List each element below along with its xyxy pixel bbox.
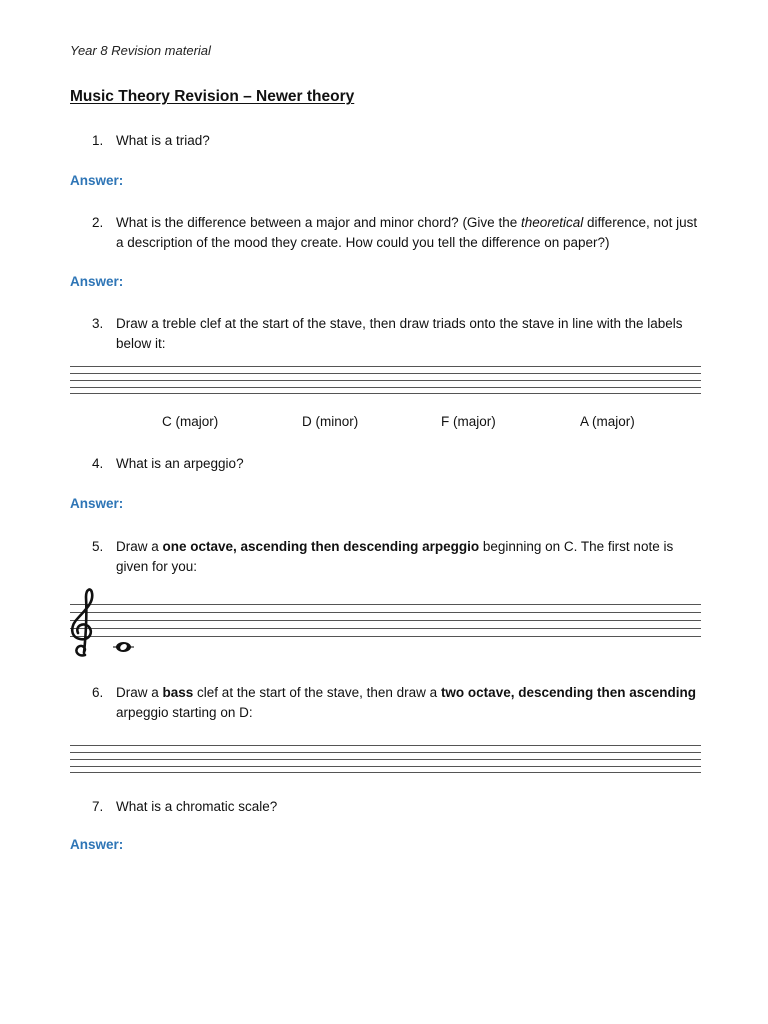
chord-label-d-minor: D (minor) (302, 414, 359, 429)
stave-line (70, 393, 701, 394)
question-2 (92, 213, 702, 252)
question-text: What is a triad? (116, 133, 210, 148)
answer-label-7: Answer: (70, 837, 124, 852)
question-text-part: difference, not just a description of the mood they create. How could you tell the difference on paper?) (116, 215, 698, 250)
chord-label-a-major: A (major) (580, 414, 635, 429)
stave-line (70, 620, 701, 621)
question-number: 2. (92, 215, 104, 230)
stave-arpeggio-d[interactable] (70, 745, 701, 773)
question-text-part: clef at the start of the stave, then draw a (193, 685, 441, 700)
question-text (116, 537, 702, 576)
question-text-bold: two octave, descending then ascending (440, 685, 696, 700)
stave-line (70, 636, 701, 637)
question-text (116, 213, 702, 252)
page-title: Music Theory Revision – Newer theory (70, 88, 355, 105)
stave-line (70, 604, 701, 605)
stave-line (70, 380, 701, 381)
stave-line (70, 766, 701, 767)
question-6 (92, 683, 702, 722)
stave-triads[interactable] (70, 366, 701, 394)
stave-line (70, 745, 701, 746)
page-header: Year 8 Revision material (70, 43, 211, 58)
stave-line (70, 373, 701, 374)
question-text: What is a chromatic scale? (116, 799, 278, 814)
chord-labels (0, 414, 768, 434)
stave-line (70, 752, 701, 753)
treble-clef-icon (64, 585, 104, 659)
whole-note-icon (113, 639, 134, 655)
question-number: 4. (92, 456, 104, 471)
question-text-part: What is the difference between a major and minor chord? (Give the (116, 215, 521, 230)
question-text-italic: theoretical (520, 215, 584, 230)
question-number: 3. (92, 316, 104, 331)
question-text-bold: bass (162, 685, 194, 700)
stave-line (70, 772, 701, 773)
question-text-bold: one octave, ascending then descending arpeggio (162, 539, 480, 554)
question-text: What is an arpeggio? (116, 456, 244, 471)
answer-label-1: Answer: (70, 173, 124, 188)
stave-arpeggio-c[interactable] (70, 604, 701, 632)
question-3 (92, 314, 702, 353)
stave-line (70, 387, 701, 388)
question-5 (92, 537, 702, 576)
question-number: 6. (92, 685, 104, 700)
question-4 (92, 454, 702, 474)
stave-line (70, 612, 701, 613)
question-1 (92, 131, 702, 151)
answer-label-4: Answer: (70, 496, 124, 511)
question-number: 7. (92, 799, 104, 814)
question-number: 5. (92, 539, 104, 554)
question-text-part: Draw a (116, 539, 163, 554)
chord-label-c-major: C (major) (162, 414, 219, 429)
question-text-part: arpeggio starting on D: (116, 704, 253, 720)
stave-line (70, 759, 701, 760)
question-7 (92, 797, 702, 817)
chord-label-f-major: F (major) (441, 414, 496, 429)
question-text: Draw a treble clef at the start of the stave, then draw triads onto the stave in line with the labels below it: (116, 316, 683, 351)
answer-label-2: Answer: (70, 274, 124, 289)
question-number: 1. (92, 133, 104, 148)
stave-line (70, 628, 701, 629)
question-text (116, 683, 702, 722)
question-text-part: beginning on C. The first note is given for you: (116, 539, 674, 574)
question-text-part: Draw a (116, 685, 163, 700)
stave-line (70, 366, 701, 367)
